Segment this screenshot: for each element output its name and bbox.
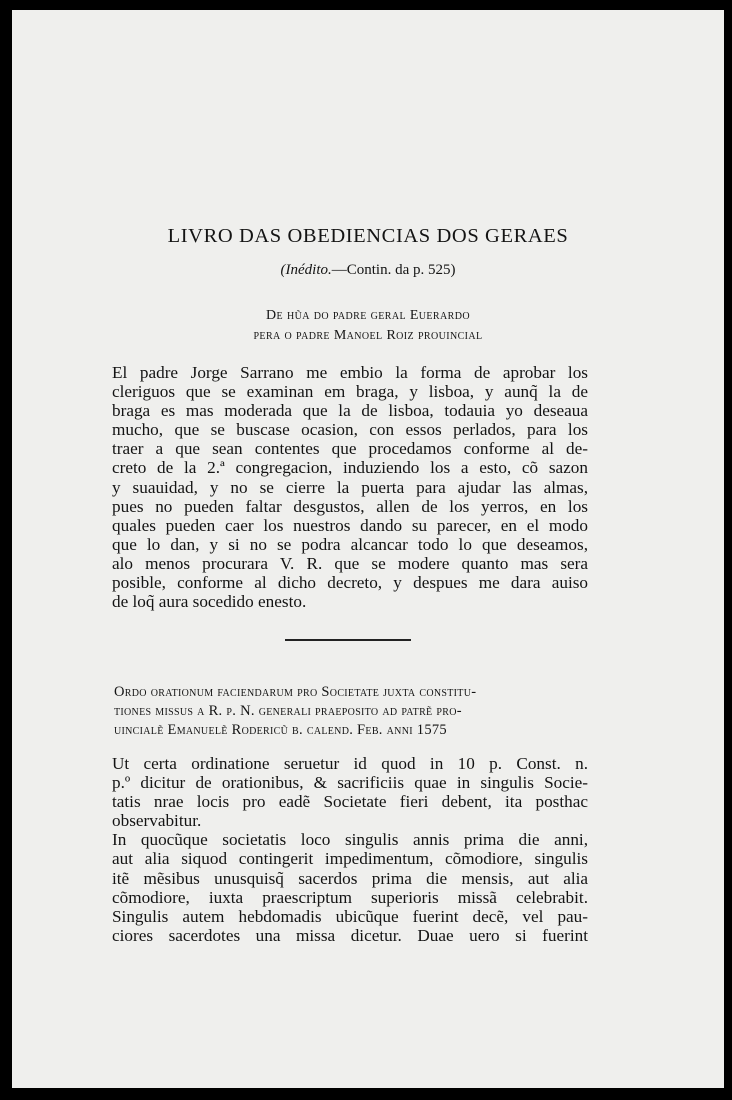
page-title: LIVRO DAS OBEDIENCIAS DOS GERAES <box>167 225 569 247</box>
text-line: de loq̃ aura socedido enesto. <box>112 592 307 612</box>
text-line: que lo dan, y si no se podra alcancar todo lo que deseamos, <box>112 534 588 554</box>
text-line: aut alia siquod contingerit impedimentum, cõmodiore, singulis <box>112 849 588 869</box>
text-line: Ut certa ordinatione seruetur id quod in 10 p. Const. n. <box>112 754 588 773</box>
text-line: quales pueden caer los nuestros dando su parecer, en el modo <box>112 515 588 535</box>
text-line: In quocũque societatis loco singulis annis prima die anni, <box>112 830 588 850</box>
text-line: Singulis autem hebdomadis ubicũque fuerint decẽ, vel pau- <box>112 906 588 926</box>
letter1-body <box>112 363 588 611</box>
text-line: p.º dicitur de orationibus, & sacrificiis quae in singulis Socie- <box>112 773 588 793</box>
text-line: mucho, que se buscase ocasion, con essos perlados, para los <box>112 420 588 440</box>
text-line: itẽ mẽsibus unusquisq̃ sacerdos prima die mensis, aut alia <box>112 868 588 888</box>
text-line: alo menos procurara V. R. que se modere quanto mas sera <box>112 553 588 573</box>
letter2-heading-line: tiones missus a R. p. N. generali praeposito ad patrẽ pro- <box>114 703 462 719</box>
text-line: y suauidad, y no se cierre la puerta para ajudar las almas, <box>112 477 588 497</box>
subtitle <box>12 262 724 279</box>
text-line: observabitur. <box>112 811 202 831</box>
subtitle-rest: —Contin. da p. 525) <box>331 262 456 278</box>
letter2-heading-line: uincialẽ Emanuelẽ Rodericũ b. calend. Feb. anni 1575 <box>114 722 447 738</box>
text-line: cleriguos que se examinan em braga, y lisboa, y aunq̃ la de <box>112 382 588 402</box>
text-line: tatis nrae locis pro eadẽ Societate fieri debent, ita posthac <box>112 792 588 812</box>
letter2-heading-line: Ordo orationum faciendarum pro Societate juxta constitu- <box>114 684 477 700</box>
text-line: creto de la 2.ª congregacion, induziendo los a esto, cõ sazon <box>112 458 588 478</box>
document-page <box>12 10 724 1088</box>
text-line: posible, conforme al dicho decreto, y despues me dara auiso <box>112 573 588 593</box>
text-line: El padre Jorge Sarrano me embio la forma de aprobar los <box>112 363 588 382</box>
text-line: pues no pueden faltar desgustos, allen de los yerros, en los <box>112 496 588 516</box>
letter2-body <box>112 754 588 945</box>
text-line: braga es mas moderada que la de lisboa, todauia yo deseaua <box>112 401 588 421</box>
letter1-heading-line1: De hũa do padre geral Euerardo <box>266 308 470 323</box>
letter1-heading-line2: pera o padre Manoel Roiz prouincial <box>253 328 483 343</box>
subtitle-italic: (Inédito. <box>280 262 332 278</box>
text-line: cõmodiore, iuxta praescriptum superioris missã celebrabit. <box>112 887 588 907</box>
section-divider <box>285 639 411 641</box>
text-line: traer a que sean contentes que procedamos conforme al de- <box>112 439 588 459</box>
text-line: ciores sacerdotes una missa dicetur. Duae uero si fuerint <box>112 925 588 945</box>
